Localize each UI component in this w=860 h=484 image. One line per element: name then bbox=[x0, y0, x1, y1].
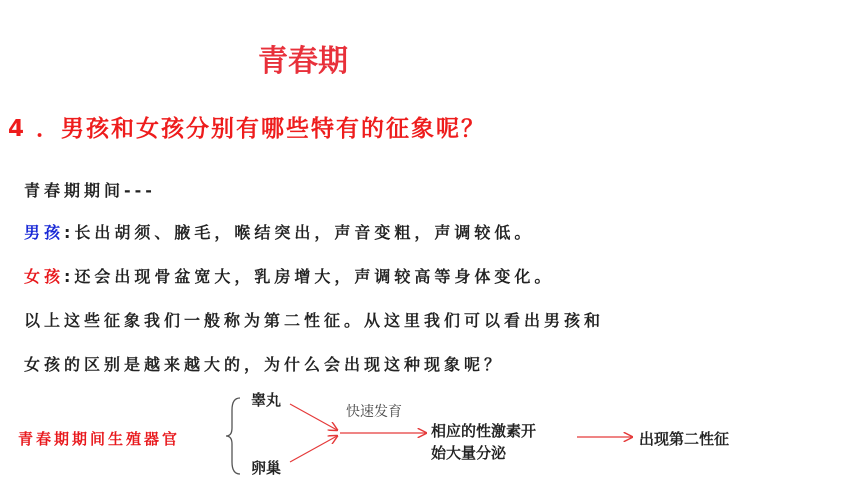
girl-label: 女孩 bbox=[24, 267, 65, 286]
intro-line: 青春期期间--- bbox=[24, 181, 156, 200]
page-title: 青春期 bbox=[258, 44, 348, 79]
hormone-line-2: 始大量分泌 bbox=[431, 444, 507, 462]
ovary-node: 卵巢 bbox=[251, 459, 282, 477]
ovary-arrow bbox=[290, 436, 337, 462]
question-heading: 4 ．男孩和女孩分别有哪些特有的征象呢？ bbox=[8, 116, 487, 142]
testis-arrow bbox=[290, 404, 337, 430]
boy-label: 男孩 bbox=[24, 223, 65, 242]
summary-line-1: 以上这些征象我们一般称为第二性征。从这里我们可以看出男孩和 bbox=[24, 311, 605, 330]
bracket bbox=[226, 398, 240, 474]
fast-development-label: 快速发育 bbox=[346, 404, 402, 420]
hormone-line-1: 相应的性激素开 bbox=[431, 422, 537, 440]
organ-label: 青春期期间生殖器官 bbox=[18, 430, 181, 448]
testis-node: 睾丸 bbox=[251, 391, 282, 409]
second-sex-characteristics-node: 出现第二性征 bbox=[639, 430, 730, 448]
hormone-node bbox=[431, 420, 536, 464]
boy-text: :长出胡须、腋毛，喉结突出，声音变粗，声调较低。 bbox=[64, 223, 535, 242]
summary-line-2: 女孩的区别是越来越大的，为什么会出现这种现象呢？ bbox=[24, 355, 505, 374]
girl-text: :还会出现骨盆宽大，乳房增大，声调较高等身体变化。 bbox=[64, 267, 555, 286]
